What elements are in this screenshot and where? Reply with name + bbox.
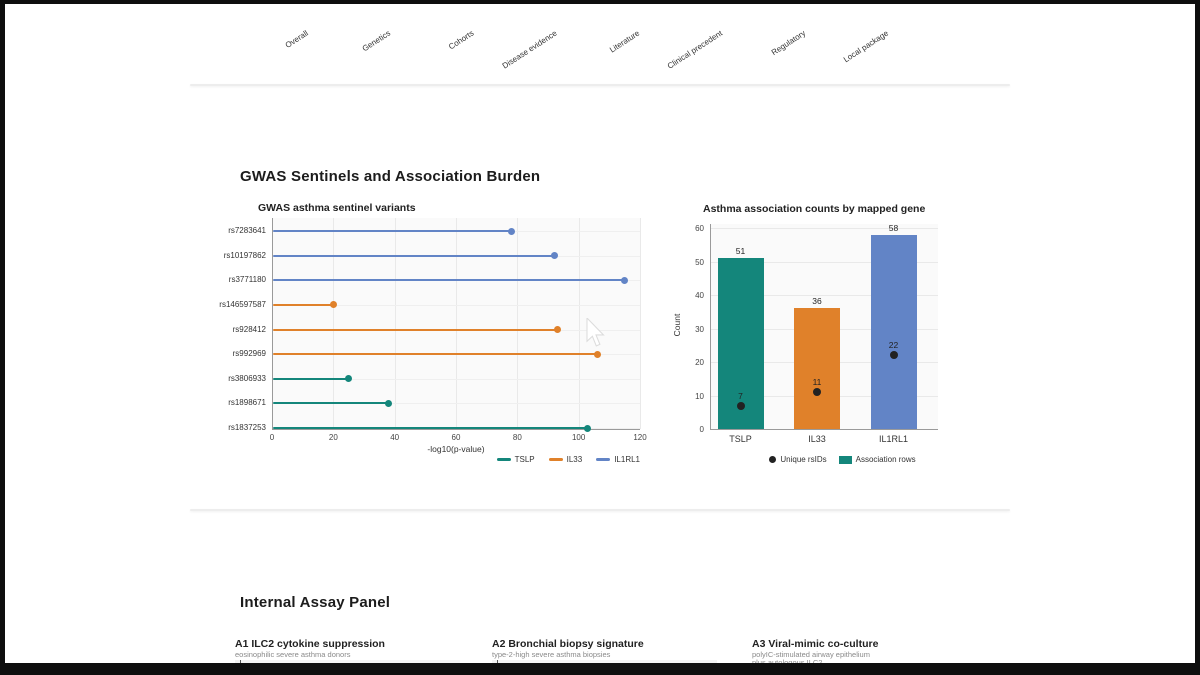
assay-card-title: A1 ILC2 cytokine suppression <box>235 638 385 650</box>
top-axis-tick-label: Genetics <box>361 28 393 54</box>
lollipop-rsid-label: rs992969 <box>232 349 266 359</box>
bar-ytick-label: 60 <box>695 224 704 233</box>
bar-category-label: IL1RL1 <box>878 434 909 444</box>
bar-chart-title: Asthma association counts by mapped gene <box>703 203 926 215</box>
lollipop-xtick-label: 60 <box>451 433 461 442</box>
lollipop-chart-title: GWAS asthma sentinel variants <box>258 202 416 214</box>
lollipop-xtick-label: 40 <box>390 433 400 442</box>
lollipop-xtick-label: 0 <box>269 433 275 442</box>
lollipop-rsid-label: rs3771180 <box>228 275 266 285</box>
lollipop-xaxis-label: -log10(p-value) <box>427 444 485 454</box>
bar-chart-yaxis-label: Count <box>672 313 682 337</box>
lollipop-rsid-label: rs7283641 <box>228 226 266 235</box>
section-title-assay: Internal Assay Panel <box>240 594 391 611</box>
unique-rsid-label: 11 <box>812 377 822 388</box>
unique-rsid-label: 22 <box>888 340 899 351</box>
frame-top <box>0 0 1200 4</box>
top-axis-tick-label: Cohorts <box>447 28 476 52</box>
lollipop-rsid-label: rs1898671 <box>228 398 266 408</box>
lollipop-xtick-label: 120 <box>633 433 647 442</box>
legend-label: Unique rsIDs <box>780 455 827 464</box>
legend-label: IL33 <box>566 455 583 464</box>
bar-category-label: IL33 <box>808 434 826 444</box>
bar-ytick-label: 0 <box>699 425 704 434</box>
top-axis-tick-label: Disease evidence <box>500 28 559 71</box>
assay-card-title: A3 Viral-mimic co-culture <box>752 638 879 650</box>
bar-ytick-label: 30 <box>695 324 704 334</box>
top-axis-tick-label: Clinical precedent <box>666 28 725 71</box>
top-axis-tick-label: Local package <box>842 28 891 65</box>
bar-ytick-label: 20 <box>695 358 704 367</box>
assay-card-subtitle: polyIC-stimulated airway epithelium <box>752 649 870 659</box>
lollipop-rsid-label: rs928412 <box>232 324 266 334</box>
top-axis-tick-label: Literature <box>608 28 642 55</box>
bar-value-label: 36 <box>812 296 822 307</box>
bar-category-label: TSLP <box>729 434 752 444</box>
bar-ytick-label: 50 <box>695 257 704 267</box>
frame-bottom <box>0 663 1200 675</box>
legend-label: IL1RL1 <box>614 455 640 464</box>
bar-ytick-label: 40 <box>695 291 704 300</box>
legend-label: TSLP <box>514 455 535 464</box>
assay-card-subtitle: eosinophilic severe asthma donors <box>235 649 351 659</box>
top-axis-tick-label: Overall <box>283 28 310 50</box>
section-title-gwas: GWAS Sentinels and Association Burden <box>240 168 541 185</box>
top-axis-tick-label: Regulatory <box>770 28 808 58</box>
lollipop-xtick-label: 80 <box>512 433 522 442</box>
assay-card-subtitle: type-2-high severe asthma biopsies <box>492 649 611 659</box>
bar-value-label: 58 <box>888 222 899 233</box>
legend-label: Association rows <box>855 455 916 464</box>
assay-card-title: A2 Bronchial biopsy signature <box>492 638 644 650</box>
lollipop-rsid-label: rs10197862 <box>223 250 266 260</box>
lollipop-rsid-label: rs3806933 <box>228 373 266 383</box>
lollipop-rsid-label: rs1837253 <box>228 423 266 432</box>
lollipop-xtick-label: 20 <box>328 433 338 442</box>
frame-left <box>0 0 5 675</box>
bar-value-label: 51 <box>735 246 746 257</box>
bar-ytick-label: 10 <box>695 391 704 401</box>
lollipop-xtick-label: 100 <box>571 433 586 442</box>
lollipop-rsid-label: rs146597587 <box>219 299 266 309</box>
unique-rsid-label: 7 <box>738 390 743 401</box>
frame-right <box>1195 0 1200 675</box>
